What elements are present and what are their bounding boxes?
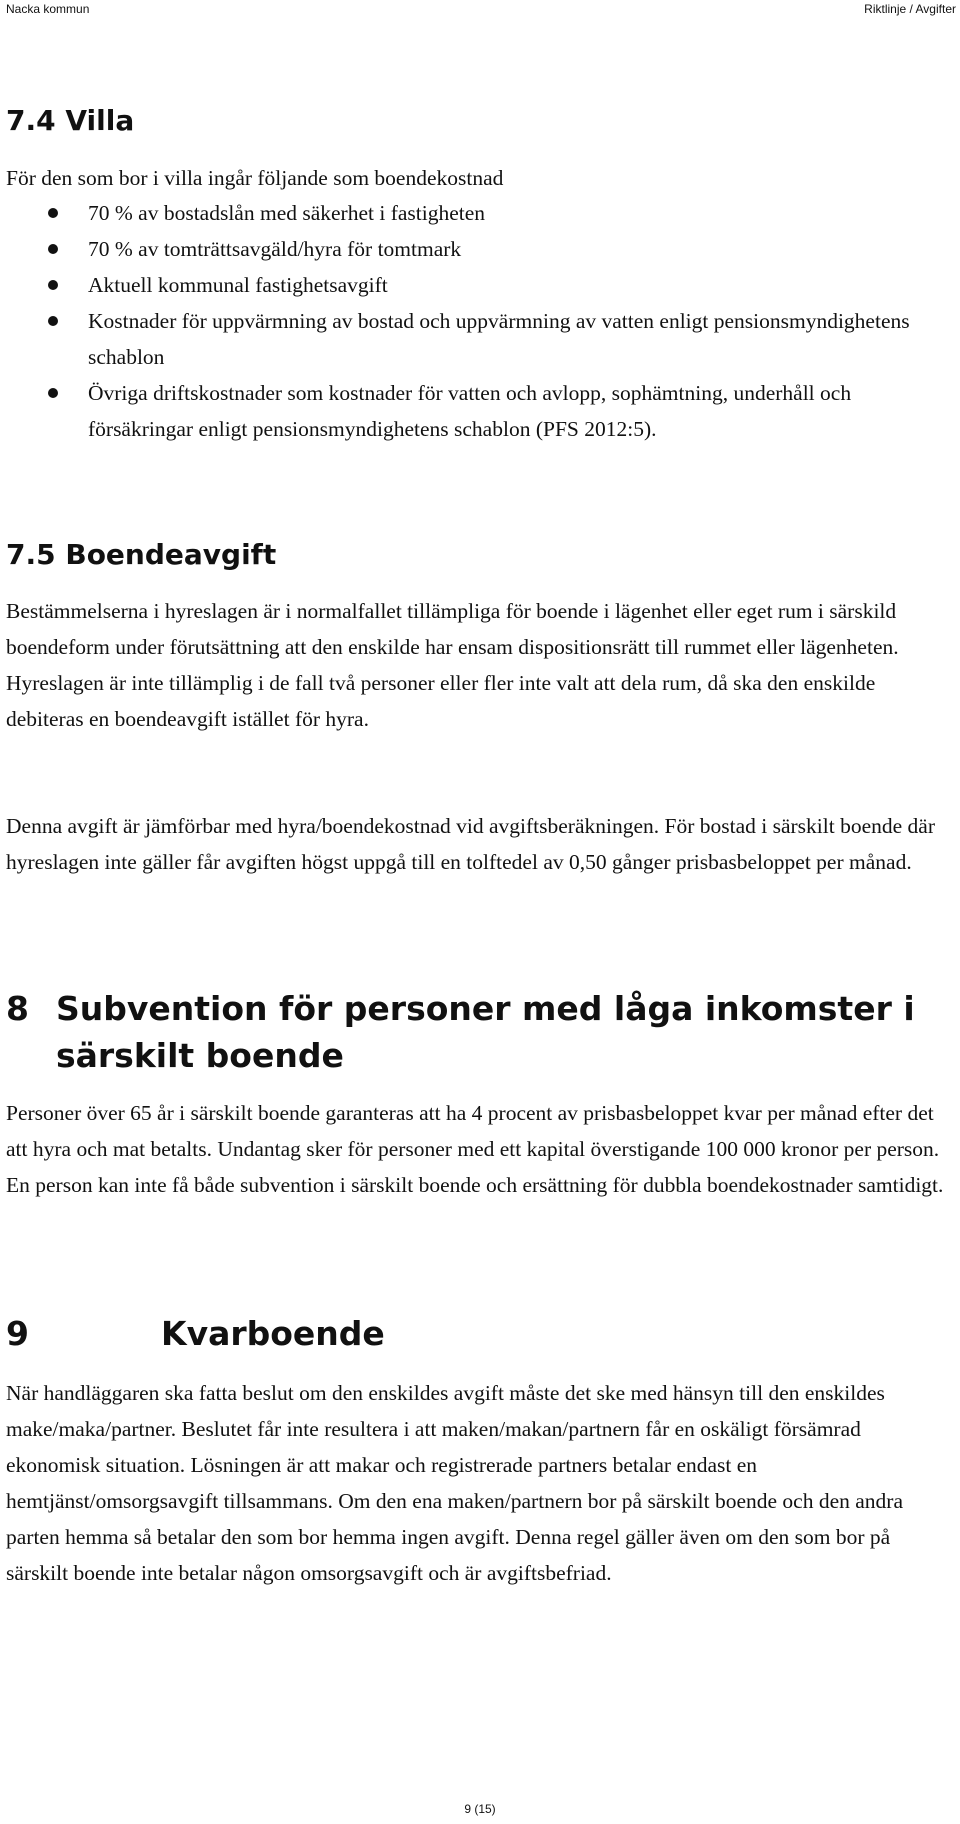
section-7-4-bullet-list <box>0 195 955 447</box>
list-item: Övriga driftskostnader som kostnader för vatten och avlopp, sophämtning, underhåll och försäkringar enligt pensionsmyndighetens schablon (PFS 2012:5). <box>0 375 955 447</box>
bullet-icon <box>48 280 58 290</box>
section-9-title: Kvarboende <box>161 1314 385 1353</box>
section-9-paragraph: När handläggaren ska fatta beslut om den enskildes avgift måste det ske med hänsyn till den enskildes make/maka/partner. Beslutet får inte resultera i att maken/makan/partnern får en oskäligt försämrad ekonomisk situation. Lösningen är att makar och registrerade partners betalar endast en hemtjänst/omsorgsavgift tillsammans. Om den ena maken/partnern bor på särskilt boende och den andra parten hemma så betalar den som bor hemma ingen avgift. Denna regel gäller även om den som bor på särskilt boende inte betalar någon omsorgsavgift och är avgiftsbefriad. <box>6 1381 903 1585</box>
list-item: 70 % av tomträttsavgäld/hyra för tomtmark <box>0 231 955 267</box>
running-header <box>0 0 960 18</box>
section-8-heading <box>6 985 915 1079</box>
list-item: Kostnader för uppvärmning av bostad och uppvärmning av vatten enligt pensionsmyndighetens schablon <box>0 303 955 375</box>
page-number: 9 (15) <box>464 1802 496 1816</box>
list-item: Aktuell kommunal fastighetsavgift <box>0 267 955 303</box>
bullet-icon <box>48 388 58 398</box>
bullet-icon <box>48 244 58 254</box>
header-organization: Nacka kommun <box>6 2 90 16</box>
section-8-number: 8 <box>6 989 29 1028</box>
section-8-paragraph: Personer över 65 år i särskilt boende garanteras att ha 4 procent av prisbasbeloppet kvar per månad efter det att hyra och mat betalts. Undantag sker för personer med ett kapital överstigande 100 000 kronor per person. En person kan inte få både subvention i särskilt boende och ersättning för dubbla boendekostnader samtidigt. <box>6 1101 944 1197</box>
section-7-5-paragraph-2: Denna avgift är jämförbar med hyra/boendekostnad vid avgiftsberäkningen. För bostad i särskilt boende där hyreslagen inte gäller får avgiften högst uppgå till en tolftedel av 0,50 gånger prisbasbeloppet per månad. <box>6 814 936 874</box>
section-9-number: 9 <box>6 1314 29 1353</box>
section-7-5-heading: 7.5 Boendeavgift <box>6 538 277 571</box>
section-8-title-line-1: Subvention för personer med låga inkomster i <box>56 989 915 1028</box>
section-8-title-line-2: särskilt boende <box>56 1036 344 1075</box>
bullet-icon <box>48 208 58 218</box>
list-item: 70 % av bostadslån med säkerhet i fastigheten <box>0 195 955 231</box>
section-7-5-paragraph-1: Bestämmelserna i hyreslagen är i normalfallet tillämpliga för boende i lägenhet eller eget rum i särskild boendeform under förutsättning att den enskilde har ensam dispositionsrätt till rummet eller lägenheten. Hyreslagen är inte tillämplig i de fall två personer eller fler inte valt att dela rum, då ska den enskilde debiteras en boendeavgift istället för hyra. <box>6 599 899 731</box>
bullet-icon <box>48 316 58 326</box>
section-7-4-intro: För den som bor i villa ingår följande som boendekostnad <box>6 166 504 190</box>
section-7-4-heading: 7.4 Villa <box>6 104 135 137</box>
section-9-heading <box>6 1310 385 1357</box>
header-document-title: Riktlinje / Avgifter <box>864 2 956 16</box>
